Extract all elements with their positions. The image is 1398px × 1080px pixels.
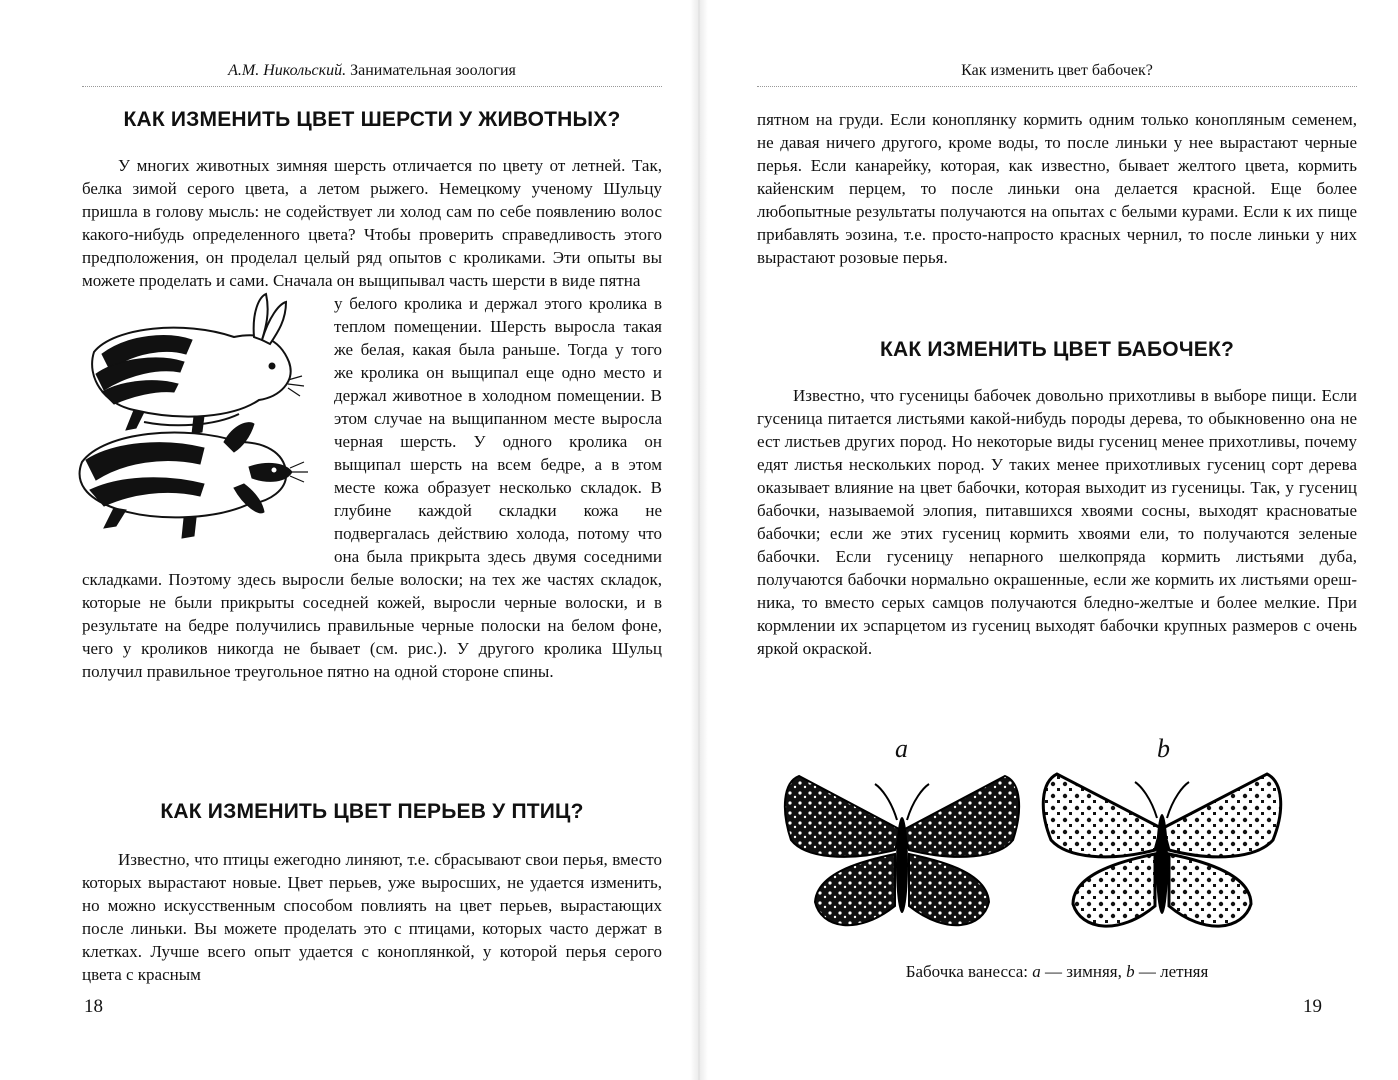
figure-label-b: b	[1157, 734, 1170, 763]
section-feathers-body	[82, 848, 662, 986]
left-running-head	[82, 62, 662, 87]
butterfly-summer-icon	[1037, 768, 1287, 940]
continued-feathers-body	[757, 108, 1357, 269]
page-number-left: 18	[84, 996, 103, 1017]
paragraph-butterflies-1: Известно, что гусеницы бабочек довольно прихотливы в выборе пищи. Если гусеница питается листьями какой-нибудь породы дерева, то обыкновенно она не ест листьев других пород. Но некоторые виды гусениц менее прихотливы, почему едят листья нескольких пород. У таких менее прихотливых гусениц сорт дерева оказывает влияние на цвет бабочки, которая выходит из гусеницы. Так, у гусениц бабочки, называемой элопия, питавшихся хвоями сосны, выходят красноватые бабочки; если же этих гусениц кормить хвоями ели, то получаются зеленые бабочки. Если гусеницу непарного шелкопряда кормить листьями дуба, получаются бабочки нормально окрашенные, если же кормить их листьями орешника, то вместо серых самцов получаются бледно-желтые и более мелкие. При кормлении их эспарцетом из гусениц выходят бабочки крупных размеров с очень яркой окраской.	[757, 386, 1357, 658]
paragraph-fur-1: У многих животных зимняя шерсть отличается по цвету от летней. Так, белка зимой серого цвета, а летом рыжего. Немецкому ученому Шульцу пришла в голову мысль: не содействует ли холод сам по себе появлению волос какого-нибудь определенного цвета? Чтобы проверить справедливость этого предположения, он проделал целый ряд опытов с кроликами. Эти опыты вы можете проделать и сами. Сначала он выщипывал часть шерсти в виде пятна	[82, 156, 662, 290]
right-running-head: Как изменить цвет бабочек?	[757, 62, 1357, 87]
butterfly-winter-icon	[777, 770, 1027, 940]
section-fur-body	[82, 154, 662, 683]
paragraph-fur-2: у белого кролика и держал этого кролика в теплом помещении. Шерсть выросла такая же белая, какая была раньше. Тогда у того же кролика он выщипал еще одно место и держал животное в холодном помещении. В этом случае на выщипанном месте выросла черная шерсть. У одного кролика он выщипал шерсть на всем бедре, а в этом месте кожа образует несколько складок. В глубине каждой складки кожа не подвергалась действию холода, потому что она была прикрыта здесь двумя соседними складками. Поэтому здесь выросли белые волоски; на тех же частях складок, которые не были прикрыты соседней кожей, выросли черные волоски, и в результате на бедре получились правильные черные полоски на белом фоне, чего у кроликов никогда не бывает (см. рис.). У другого кролика Шульц получил правильное треугольное пятно на одной стороне спины.	[82, 294, 662, 681]
running-head-author: А.М. Никольский.	[228, 62, 347, 79]
running-head-book: Занимательная зоология	[350, 62, 516, 79]
figure-caption	[757, 962, 1357, 982]
section-butterflies-body	[757, 384, 1357, 660]
figure-label-a: a	[895, 734, 908, 763]
page-number-right: 19	[1303, 996, 1322, 1017]
paragraph-feathers-1: Известно, что птицы ежегодно линяют, т.е. сбрасывают свои перья, вместо которых вырастают новые. Цвет перьев, уже выросших, не удается изменить, но можно искусственным способом повлиять на цвет перьев, вырастающих после линьки. Вы можете проделать это с птицами, которых часто держат в клетках. Лучше всего опыт удается с коноплянкой, у которой перья серого цвета с красным	[82, 850, 662, 984]
right-page	[699, 0, 1398, 1080]
caption-a-text: — зимняя,	[1040, 962, 1127, 981]
caption-b-text: — летняя	[1134, 962, 1209, 981]
rabbits-illustration-icon	[74, 292, 322, 564]
caption-a: a	[1032, 962, 1041, 981]
caption-prefix: Бабочка ванесса:	[905, 962, 1033, 981]
section-title-fur: КАК ИЗМЕНИТЬ ЦВЕТ ШЕРСТИ У ЖИВОТНЫХ?	[123, 108, 621, 131]
section-title-butterflies: КАК ИЗМЕНИТЬ ЦВЕТ БАБОЧЕК?	[879, 338, 1235, 361]
section-title-feathers: КАК ИЗМЕНИТЬ ЦВЕТ ПЕРЬЕВ У ПТИЦ?	[160, 800, 584, 823]
caption-b: b	[1126, 962, 1135, 981]
paragraph-feathers-continued: пятном на груди. Если коноплянку кормить одним только конопляным семенем, не давая ничего другого, кроме воды, то после линьки у нее вырастают черные перья. Если канарейку, которая, как известно, бывает желтого цвета, кормить кайенским перцем, то после линьки она делается красной. Еще более любопытные результаты получаются на опытах с белыми курами. Если к их пище прибавлять эозина, т.е. просто-напросто красных чернил, то после линьки у них вырастают розовые перья.	[757, 110, 1357, 267]
